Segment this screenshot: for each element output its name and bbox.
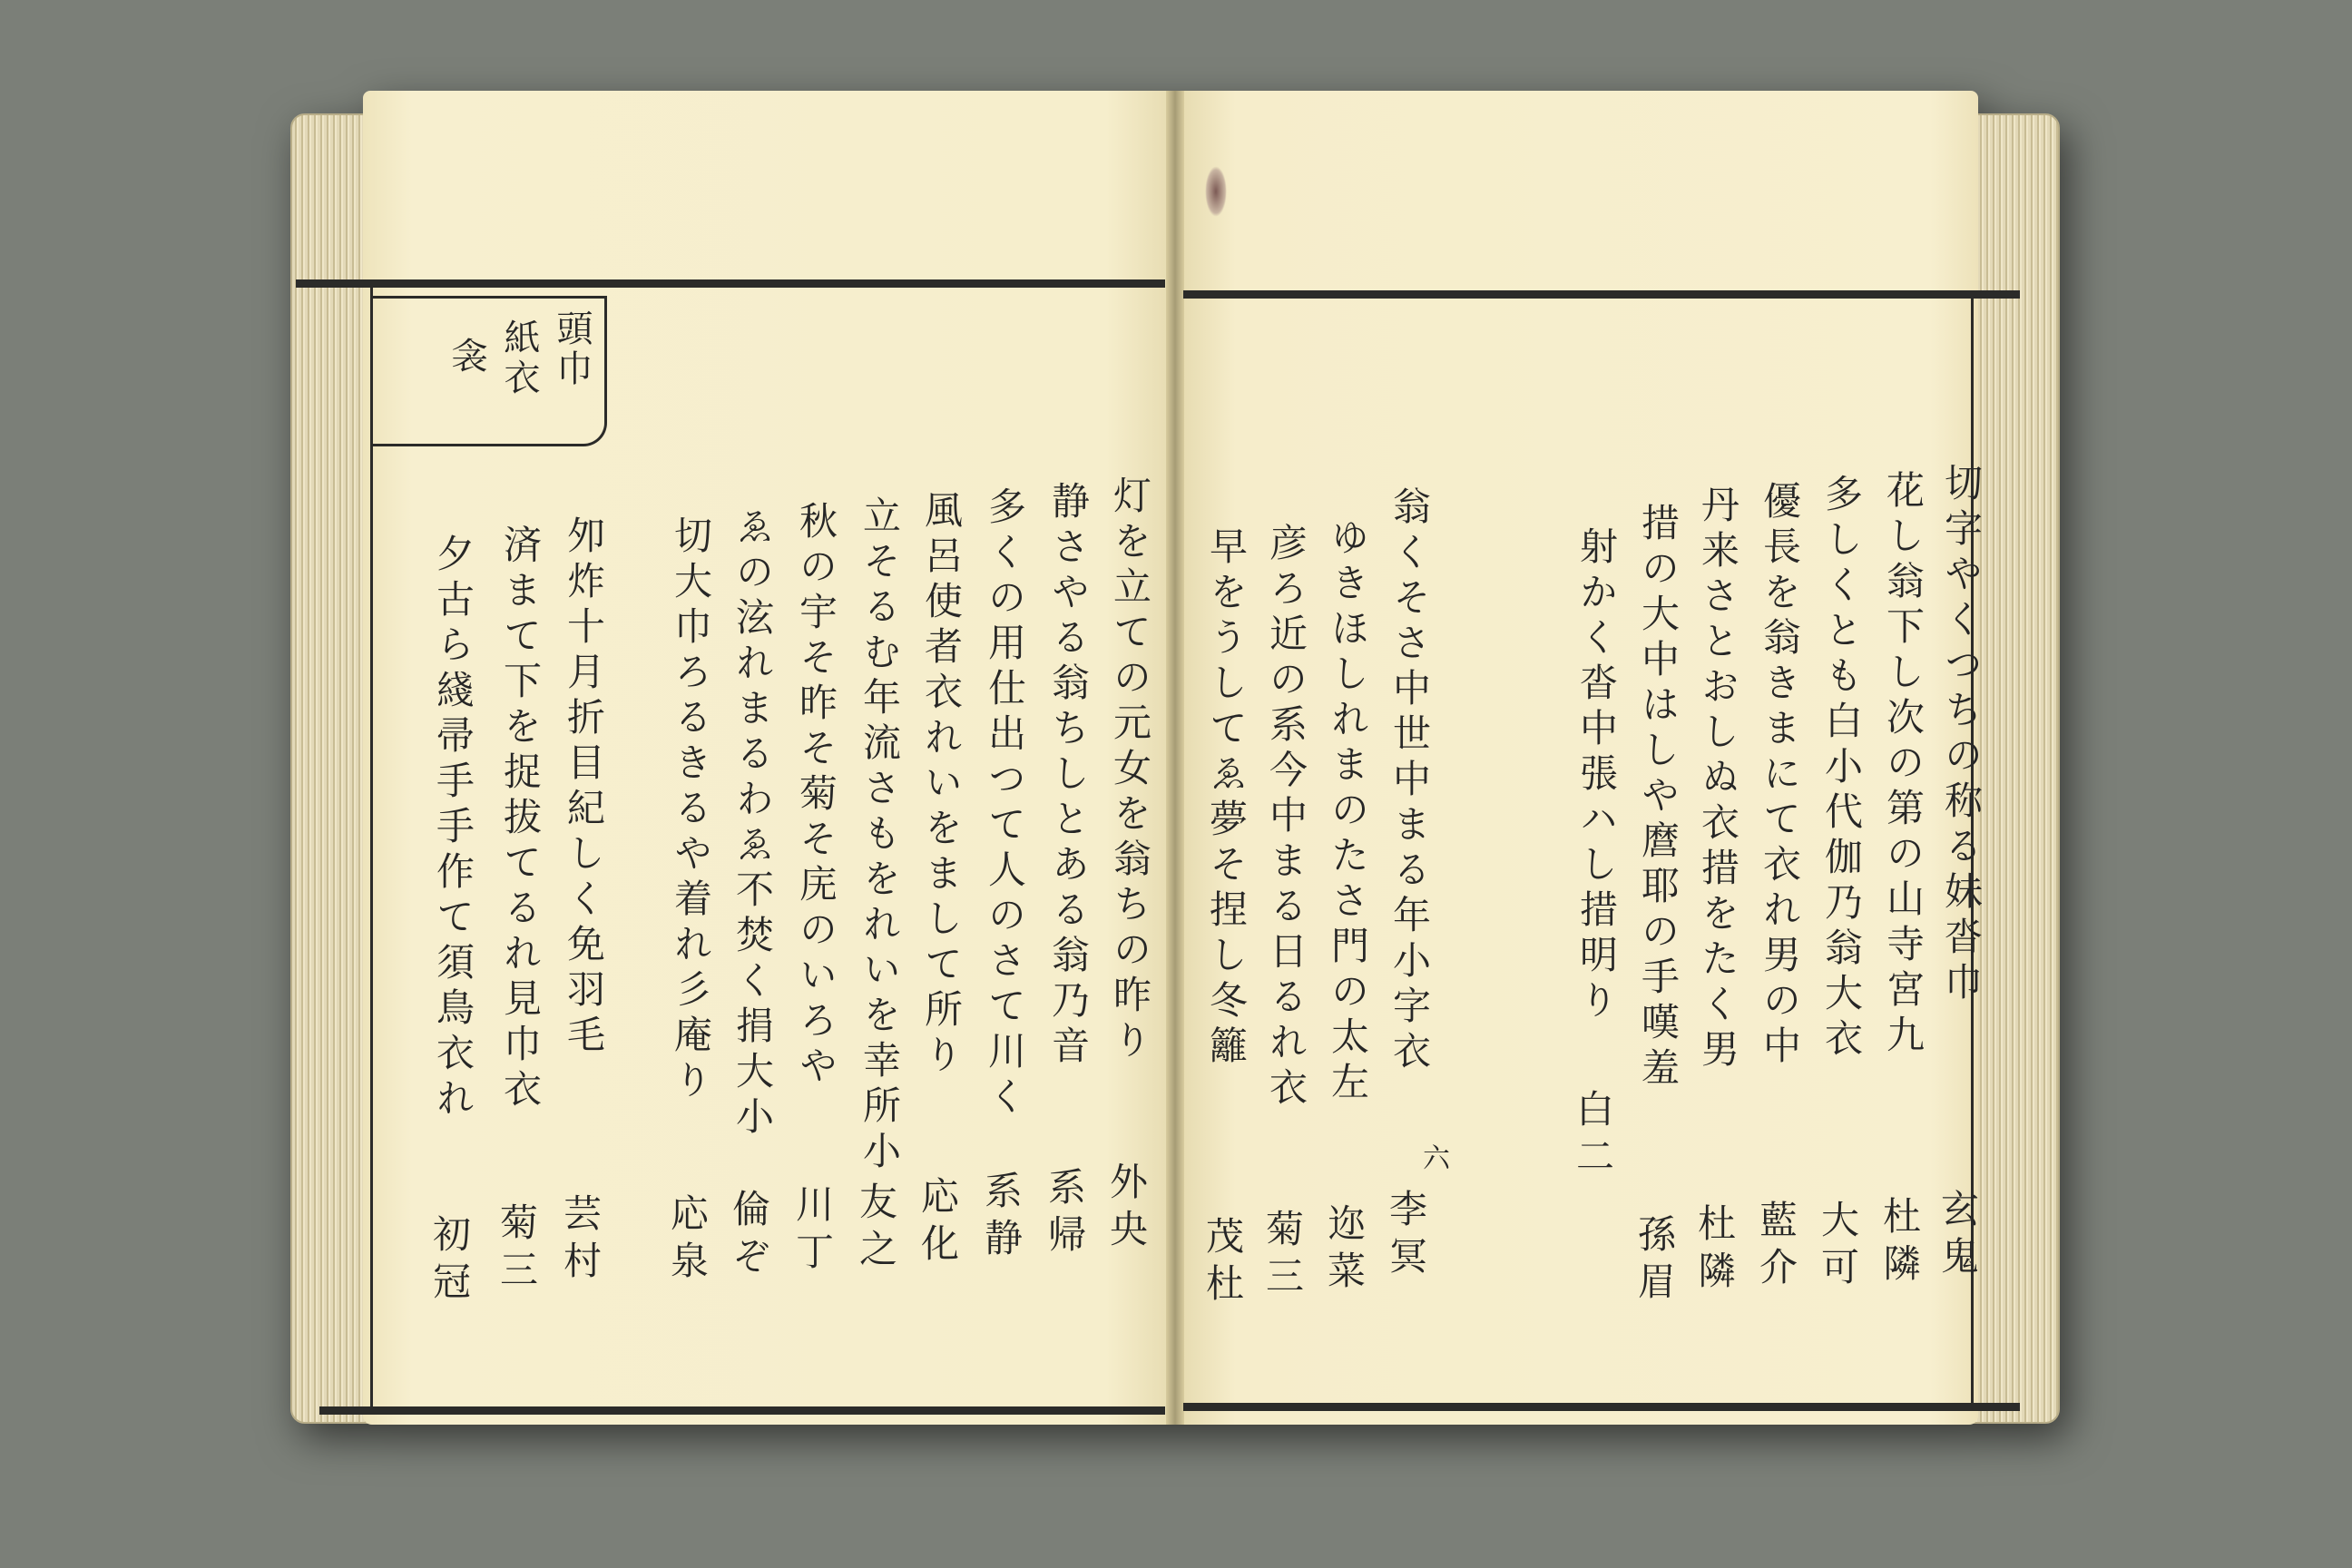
bottom-rule-left — [319, 1406, 1165, 1415]
poem-line: ゑの泫れまるわゑ不焚く捐大小 — [730, 506, 775, 1142]
title-line3: 衾 — [446, 337, 487, 377]
poem-author: 川丁 — [790, 1184, 835, 1279]
open-book — [272, 91, 2078, 1452]
poem-author: 芸村 — [558, 1193, 603, 1288]
poem-author: 杜隣 — [1877, 1196, 1922, 1290]
top-rule-left — [296, 279, 1165, 288]
poem-author: 応泉 — [665, 1193, 710, 1288]
poem-mark: 六 — [1417, 1143, 1449, 1180]
poem-author: 大可 — [1816, 1200, 1860, 1294]
title-cartouche — [370, 296, 607, 446]
poem-line: 射かく沓中張ハし措明り — [1574, 526, 1619, 1025]
poem-author: 応化 — [916, 1176, 960, 1270]
poem-line: 早をうしてゑ夢そ捏し冬籬 — [1204, 526, 1249, 1071]
poem-author: 菊三 — [495, 1202, 539, 1297]
poem-line: 秋の宇そ昨そ菊そ庑のいろや — [794, 501, 838, 1091]
poem-author: 白二 — [1571, 1089, 1615, 1183]
poem-line: 措の大中はしや麿耶の手嘆羞 — [1636, 503, 1681, 1093]
poem-line: 風呂使者衣れいをまして所り — [919, 490, 964, 1080]
poem-line: 灯を立ての元女を翁ちの昨り — [1108, 475, 1152, 1065]
poem-line: 切大巾ろるきるや着れ彡庵り — [669, 515, 713, 1105]
poem-line: 多くの用仕出つて人のさて川く — [983, 486, 1027, 1122]
poem-line: 夘炸十月折目紀しく免羽毛 — [562, 515, 606, 1060]
poem-line: 花し翁下し次の第の山寺宮九 — [1881, 470, 1926, 1060]
poem-author: 系静 — [979, 1171, 1024, 1265]
poem-author: 迩菜 — [1322, 1203, 1367, 1298]
poem-author: 孫眉 — [1632, 1214, 1677, 1308]
poem-line: 立そるむ年流さもをれいを幸所小 — [858, 495, 902, 1176]
poem-line: 翁くそさ中世中まる年小字衣 — [1387, 486, 1432, 1076]
poem-author: 李冥 — [1384, 1189, 1428, 1283]
poem-author: 初冠 — [427, 1214, 472, 1308]
bottom-rule-right — [1183, 1403, 2020, 1411]
poem-author: 外央 — [1104, 1161, 1149, 1256]
book-gutter — [1166, 91, 1184, 1425]
poem-line: 丹来さとおしぬ衣措をたく男 — [1696, 485, 1740, 1074]
poem-line: 夕古ら綫帚手手作て須鳥衣れ — [431, 534, 475, 1123]
poem-author: 杜隣 — [1692, 1203, 1737, 1298]
poem-line: 優長を翁きまにて衣れ男の中 — [1758, 481, 1802, 1071]
poem-author: 倫ぞ — [727, 1189, 771, 1283]
ink-stain — [1205, 166, 1227, 217]
poem-author: 友之 — [854, 1181, 898, 1276]
poem-line: 切字やくつちの称る妹沓巾 — [1939, 463, 1984, 1007]
poem-line: ゆきほしれまのたさ門の太左 — [1326, 517, 1370, 1107]
poem-line: 彦ろ近の系今中まる日るれ衣 — [1264, 523, 1308, 1112]
poem-author: 菊三 — [1260, 1209, 1305, 1303]
poem-author: 玄鬼 — [1936, 1189, 1980, 1283]
poem-line: 多しくとも白小代伽乃翁大衣 — [1819, 474, 1864, 1063]
poem-author: 茂杜 — [1200, 1216, 1245, 1310]
poem-author: 藍介 — [1754, 1200, 1798, 1294]
top-rule-right — [1183, 290, 2020, 299]
poem-author: 系帰 — [1043, 1167, 1087, 1261]
poem-line: 済まて下を捉拔てるれ見巾衣 — [498, 524, 543, 1114]
left-frame-line — [370, 286, 373, 1407]
poem-line: 静さやる翁ちしとある翁乃音 — [1046, 481, 1091, 1071]
title-line1: 頭巾 — [551, 309, 593, 389]
title-line2: 紙衣 — [498, 318, 540, 398]
